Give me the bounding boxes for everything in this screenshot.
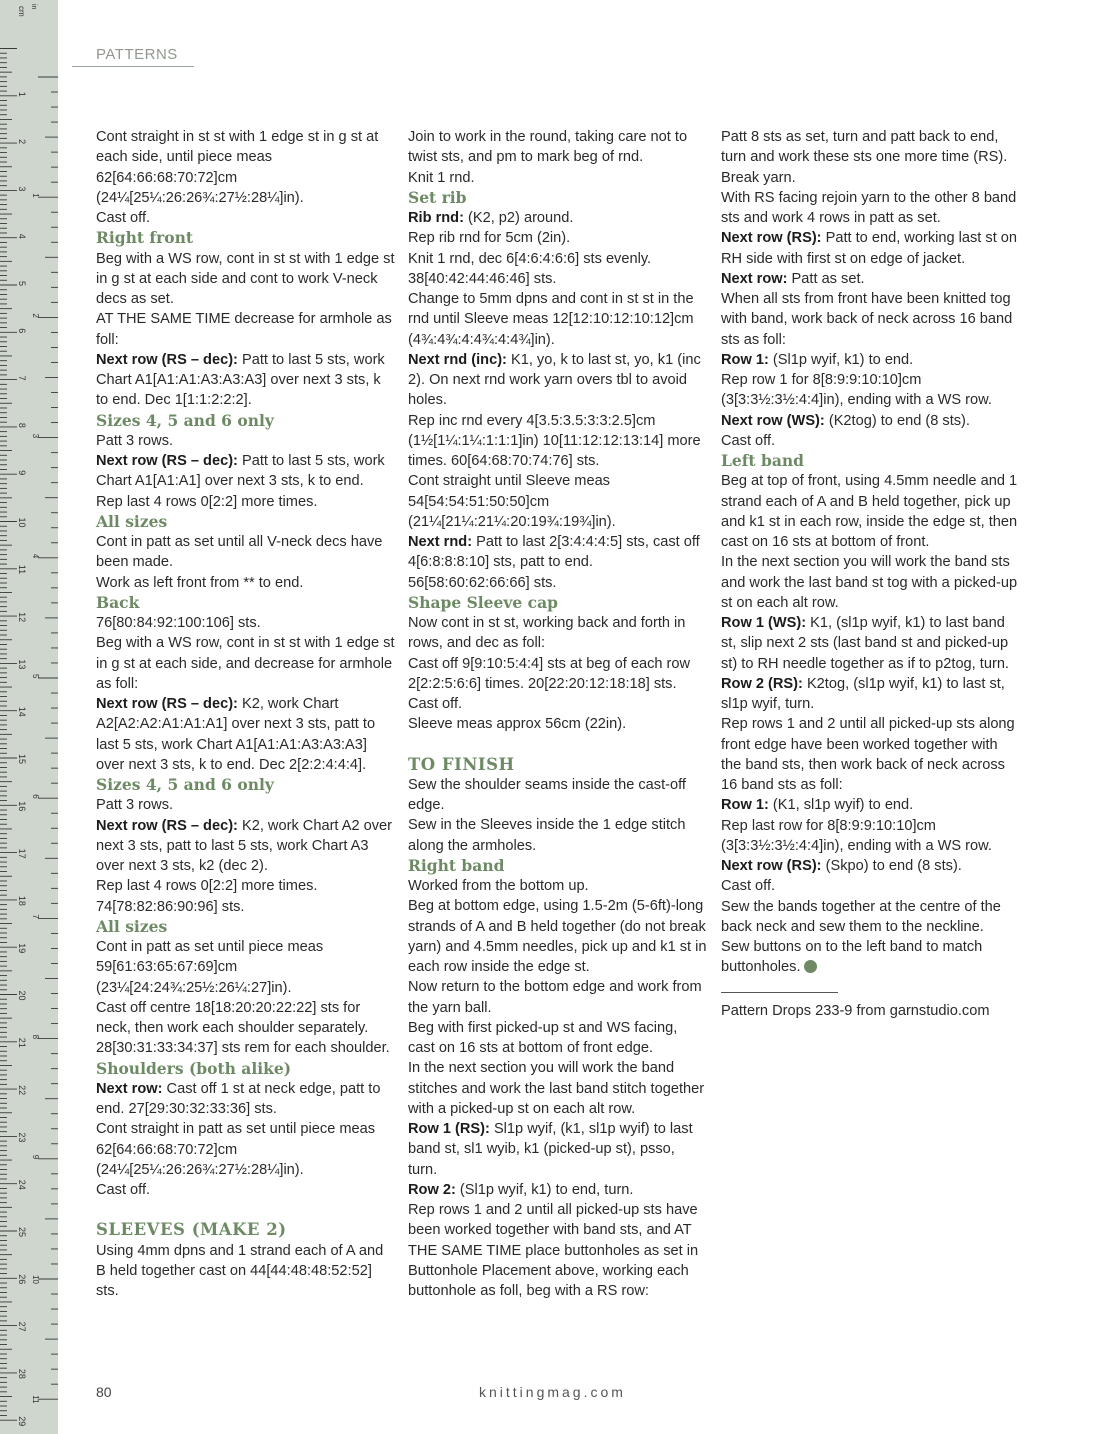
instruction-label: Next row (WS): bbox=[721, 412, 825, 429]
subheading-shoulders: Shoulders (both alike) bbox=[96, 1058, 292, 1078]
ruler-cm-label: 28 bbox=[17, 1368, 27, 1379]
paragraph bbox=[721, 269, 1021, 289]
instruction-text: K2, work Chart A2[A2:A2:A1:A1:A1] over next 3 sts, patt to last 5 sts, work Chart A1[A1:A1:A3:A3:A3] over next 3 sts, k to end. Dec 2[2:2:4:4:4]. bbox=[96, 696, 376, 773]
paragraph bbox=[721, 350, 1021, 370]
ruler-cm-label: 29 bbox=[17, 1416, 27, 1427]
instruction-label: Row 1 (RS): bbox=[408, 1121, 490, 1137]
paragraph: Rep row 1 for 8[8:9:9:10:10]cm (3[3:3½:3½:4:4]in), ending with a WS row. bbox=[721, 372, 992, 409]
instruction-text: Patt to last 5 sts, work Chart A1[A1:A1] over next 3 sts, k to end. bbox=[96, 453, 385, 490]
ruler-cm-label: 1 bbox=[17, 91, 27, 97]
paragraph: Beg with first picked-up st and WS facing, cast on 16 sts at bottom of front edge. bbox=[408, 1019, 678, 1056]
instruction-text: K1, (sl1p wyif, k1) to last band st, slip next 2 sts (last band st and picked-up st) to RH needle together as if to p2tog, turn. bbox=[721, 615, 1009, 672]
ruler-cm-label: 19 bbox=[17, 943, 27, 954]
paragraph bbox=[408, 208, 708, 228]
paragraph: Rep last 4 rows 0[2:2] more times. bbox=[96, 878, 318, 895]
instruction-text: K2tog, (sl1p wyif, k1) to last st, sl1p wyif, turn. bbox=[721, 675, 1005, 712]
paragraph: Knit 1 rnd, dec 6[4:6:4:6:6] sts evenly. 38[40:42:44:46:46] sts. bbox=[408, 250, 652, 287]
column-3 bbox=[721, 127, 1021, 1021]
subheading-right-front: Right front bbox=[96, 228, 194, 248]
paragraph: With RS facing rejoin yarn to the other 8 band sts and work 4 rows in patt as set. bbox=[721, 189, 1017, 226]
ruler-cm-label: 27 bbox=[17, 1321, 27, 1332]
subheading-right-band: Right band bbox=[408, 855, 505, 875]
paragraph: Patt 3 rows. bbox=[96, 432, 174, 449]
subheading-shape-sleeve-cap: Shape Sleeve cap bbox=[408, 592, 558, 612]
ruler-cm-label: 11 bbox=[17, 564, 27, 575]
instruction-text: Patt as set. bbox=[787, 270, 865, 287]
ruler-inch-unit: in bbox=[30, 4, 37, 10]
instruction-text: (Sl1p wyif, k1) to end. bbox=[768, 351, 914, 368]
ruler-cm-label: 17 bbox=[17, 848, 27, 859]
paragraph: Cont in patt as set until piece meas 59[61:63:65:67:69]cm (23¼[24:24¾:25½:26¼:27]in). bbox=[96, 939, 324, 996]
instruction-label: Row 1: bbox=[721, 351, 769, 368]
paragraph: Cast off 9[9:10:5:4:4] sts at beg of each row 2[2:2:5:6:6] times. 20[22:20:12:18:18] sts. bbox=[408, 655, 691, 692]
paragraph: Join to work in the round, taking care not to twist sts, and pm to mark beg of rnd. bbox=[408, 129, 688, 166]
paragraph: Cast off. bbox=[96, 1182, 151, 1198]
instruction-text: K2, work Chart A2 over next 3 sts, patt to last 5 sts, work Chart A3 over next 3 sts, k2 (dec 2). bbox=[96, 817, 393, 874]
paragraph: Rep rows 1 and 2 until all picked-up sts along front edge have been worked together with the band sts, then work back of neck across 16 band sts as foll: bbox=[721, 716, 1015, 793]
subheading-all-sizes: All sizes bbox=[96, 916, 168, 936]
instruction-label: Next row (RS – dec): bbox=[96, 817, 238, 834]
ruler-cm-label: 6 bbox=[17, 328, 27, 334]
ruler-cm-label: 26 bbox=[17, 1274, 27, 1285]
ruler-cm-label: 4 bbox=[17, 233, 27, 239]
instruction-text: (K1, sl1p wyif) to end. bbox=[768, 797, 914, 814]
ruler-cm-label: 20 bbox=[17, 990, 27, 1001]
paragraph: Cast off centre 18[18:20:20:22:22] sts for neck, then work each shoulder separately. 28[30:31:33:34:37] sts rem for each shoulder. bbox=[96, 999, 390, 1057]
instruction-label: Row 2: bbox=[408, 1181, 456, 1198]
instruction-text: Sl1p wyif, (k1, sl1p wyif) to last band st, sl1 wyib, k1 (picked-up st), psso, turn. bbox=[408, 1121, 693, 1178]
instruction-label: Next row: bbox=[96, 1080, 163, 1097]
instruction-label: Next rnd: bbox=[408, 534, 473, 550]
ruler-graphic bbox=[0, 0, 58, 1434]
ruler-cm-label: 12 bbox=[17, 612, 27, 623]
paragraph: Cast off. bbox=[721, 432, 776, 449]
ruler-cm-label: 10 bbox=[17, 517, 27, 528]
instruction-text: (Skpo) to end (8 sts). bbox=[821, 858, 962, 874]
paragraph: Rep rib rnd for 5cm (2in). bbox=[408, 230, 571, 247]
paragraph bbox=[96, 1079, 396, 1120]
instruction-text: K1, yo, k to last st, yo, k1 (inc 2). On next rnd work yarn overs tbl to avoid holes. bbox=[408, 351, 701, 409]
instruction-text: Sew buttons on to the left band to match buttonholes. bbox=[721, 939, 983, 976]
paragraph bbox=[408, 1119, 708, 1180]
paragraph: Rep last 4 rows 0[2:2] more times. bbox=[96, 493, 318, 510]
paragraph: Now return to the bottom edge and work from the yarn ball. bbox=[408, 979, 702, 1016]
paragraph: Now cont in st st, working back and forth in rows, and dec as foll: bbox=[408, 615, 686, 652]
paragraph: Patt 3 rows. bbox=[96, 797, 174, 814]
paragraph: Change to 5mm dpns and cont in st st in the rnd until Sleeve meas 12[12:10:12:10:12]cm (4¾:4¾:4:4¾:4:4¾]in). bbox=[408, 291, 694, 348]
paragraph: Cont straight in patt as set until piece meas 62[64:66:68:70:72]cm (24¼[25¼:26:26¾:27½:28¼]in). bbox=[96, 1121, 376, 1178]
paragraph: Sleeve meas approx 56cm (22in). bbox=[408, 716, 627, 733]
paragraph bbox=[721, 856, 1021, 876]
ruler-cm-label: 18 bbox=[17, 895, 27, 906]
paragraph: Work as left front from ** to end. bbox=[96, 574, 304, 591]
ruler-inch-label: 7 bbox=[31, 914, 40, 919]
subheading-back: Back bbox=[96, 592, 140, 612]
subheading-set-rib: Set rib bbox=[408, 187, 467, 207]
paragraph bbox=[96, 350, 396, 411]
paragraph: Sew the bands together at the centre of the back neck and sew them to the neckline. bbox=[721, 898, 1001, 935]
instruction-label: Next row (RS): bbox=[721, 230, 822, 247]
instruction-label: Rib rnd: bbox=[408, 210, 464, 226]
instruction-label: Next row (RS – dec): bbox=[96, 696, 238, 712]
paragraph: Sew the shoulder seams inside the cast-off edge. bbox=[408, 776, 686, 813]
paragraph bbox=[96, 694, 396, 775]
ruler-inch-label: 10 bbox=[31, 1275, 40, 1284]
instruction-label: Next rnd (inc): bbox=[408, 351, 507, 368]
website-footer: knittingmag.com bbox=[479, 1384, 626, 1400]
ruler-inch-label: 8 bbox=[31, 1034, 40, 1040]
paragraph bbox=[721, 795, 1021, 815]
column-2 bbox=[408, 127, 708, 1301]
paragraph: Knit 1 rnd. bbox=[408, 169, 475, 186]
instruction-text: (Sl1p wyif, k1) to end, turn. bbox=[455, 1181, 634, 1198]
paragraph bbox=[721, 228, 1021, 269]
paragraph: Worked from the bottom up. bbox=[408, 878, 589, 894]
paragraph: Beg at top of front, using 4.5mm needle and 1 strand each of A and B held together, pick up and k1 st in each row, inside the edge st, then cast on 16 sts at bottom of front. bbox=[721, 473, 1018, 550]
spacer bbox=[408, 735, 708, 755]
instruction-text: Cast off 1 st at neck edge, patt to end. 27[29:30:32:33:36] sts. bbox=[96, 1080, 381, 1117]
instruction-label: Row 2 (RS): bbox=[721, 675, 803, 692]
paragraph: Cont straight until Sleeve meas 54[54:54:51:50:50]cm (21¼[21¼:21¼:20:19¾:19¾]in). bbox=[408, 473, 616, 530]
ruler-inch-label: 4 bbox=[31, 553, 40, 559]
ruler-inch-label: 9 bbox=[31, 1154, 40, 1160]
yarn-ball-icon bbox=[804, 960, 817, 973]
ruler bbox=[0, 0, 58, 1434]
paragraph bbox=[721, 411, 1021, 431]
paragraph: Break yarn. bbox=[721, 169, 796, 186]
paragraph: Rep rows 1 and 2 until all picked-up sts have been worked together with band sts, and AT THE SAME TIME place buttonholes as set in Buttonhole Placement above, working each buttonhole as foll, beg with a RS row: bbox=[408, 1202, 699, 1299]
paragraph bbox=[96, 451, 396, 492]
ruler-cm-label: 7 bbox=[17, 375, 27, 381]
ruler-cm-label: 2 bbox=[17, 139, 27, 145]
section-header: PATTERNS bbox=[72, 46, 194, 67]
paragraph: Beg with a WS row, cont in st st with 1 edge st in g st at each side, and decrease for armhole as foll: bbox=[96, 635, 395, 692]
paragraph: 76[80:84:92:100:106] sts. bbox=[96, 615, 261, 631]
ruler-cm-unit: cm bbox=[17, 6, 26, 17]
paragraph bbox=[408, 350, 708, 411]
paragraph: In the next section you will work the band sts and work the last band st tog with a picked-up st on each alt row. bbox=[721, 554, 1018, 611]
ruler-inch-label: 2 bbox=[31, 313, 40, 318]
paragraph: Cast off. bbox=[96, 210, 151, 226]
subheading-sizes: Sizes 4, 5 and 6 only bbox=[96, 775, 274, 794]
instruction-label: Row 1: bbox=[721, 797, 769, 814]
ruler-inch-label: 11 bbox=[31, 1395, 40, 1404]
ruler-cm-label: 22 bbox=[17, 1085, 27, 1096]
ruler-inch-label: 1 bbox=[31, 193, 40, 198]
spacer bbox=[96, 1200, 396, 1220]
ruler-cm-label: 21 bbox=[17, 1037, 27, 1048]
column-1 bbox=[96, 127, 396, 1301]
paragraph: Cast off. bbox=[408, 696, 463, 712]
paragraph bbox=[96, 816, 396, 877]
paragraph bbox=[721, 674, 1021, 715]
paragraph: Patt 8 sts as set, turn and patt back to end, turn and work these sts one more time (RS). bbox=[721, 129, 1008, 166]
paragraph: Cont in patt as set until all V-neck decs have been made. bbox=[96, 534, 383, 571]
subheading-left-band: Left band bbox=[721, 451, 804, 470]
instruction-text: (K2, p2) around. bbox=[463, 210, 574, 226]
subheading-all-sizes: All sizes bbox=[96, 511, 168, 531]
ruler-cm-label: 13 bbox=[17, 659, 27, 670]
instruction-text: Patt to end, working last st on RH side with first st on edge of jacket. bbox=[721, 230, 1018, 267]
ruler-cm-label: 14 bbox=[17, 706, 27, 717]
instruction-text: (K2tog) to end (8 sts). bbox=[824, 412, 970, 429]
pattern-credit: Pattern Drops 233-9 from garnstudio.com bbox=[721, 1002, 990, 1019]
ruler-inch-label: 5 bbox=[31, 674, 40, 679]
paragraph: In the next section you will work the band stitches and work the last band stitch together with a picked-up st on each alt row. bbox=[408, 1060, 705, 1117]
instruction-label: Row 1 (WS): bbox=[721, 615, 807, 631]
ruler-inch-label: 3 bbox=[31, 433, 40, 439]
ruler-cm-label: 15 bbox=[17, 754, 27, 765]
instruction-label: Next row (RS): bbox=[721, 858, 822, 874]
ruler-cm-label: 25 bbox=[17, 1227, 27, 1238]
subheading-sizes: Sizes 4, 5 and 6 only bbox=[96, 410, 274, 430]
paragraph: AT THE SAME TIME decrease for armhole as foll: bbox=[96, 311, 392, 348]
paragraph: Sew in the Sleeves inside the 1 edge stitch along the armholes. bbox=[408, 817, 686, 854]
section-heading-sleeves: SLEEVES (MAKE 2) bbox=[96, 1220, 287, 1240]
paragraph bbox=[721, 937, 1021, 978]
section-heading-to-finish: TO FINISH bbox=[408, 754, 515, 774]
paragraph: Rep inc rnd every 4[3.5:3.5:3:3:2.5]cm (1½[1¼:1¼:1:1:1]in) 10[11:12:12:13:14] more times. 60[64:68:70:74:76] sts. bbox=[408, 412, 701, 469]
ruler-inch-label: 6 bbox=[31, 794, 40, 799]
paragraph bbox=[408, 532, 708, 593]
ruler-cm-label: 5 bbox=[17, 281, 27, 287]
paragraph: Rep last row for 8[8:9:9:10:10]cm (3[3:3½:3½:4:4]in), ending with a WS row. bbox=[721, 817, 992, 854]
paragraph: Using 4mm dpns and 1 strand each of A and B held together cast on 44[44:48:48:52:52] sts. bbox=[96, 1242, 384, 1299]
instruction-label: Next row: bbox=[721, 270, 788, 287]
ruler-cm-label: 23 bbox=[17, 1132, 27, 1143]
ruler-cm-label: 16 bbox=[17, 801, 27, 812]
ruler-cm-label: 9 bbox=[17, 470, 27, 476]
page-number: 80 bbox=[96, 1384, 112, 1400]
ruler-cm-label: 8 bbox=[17, 422, 27, 428]
paragraph: Beg with a WS row, cont in st st with 1 edge st in g st at each side and cont to work V-neck decs as set. bbox=[96, 250, 395, 307]
credit-divider bbox=[721, 992, 838, 993]
instruction-text: Patt to last 2[3:4:4:4:5] sts, cast off 4[6:8:8:8:10] sts, patt to end. 56[58:60:62:66:66] sts. bbox=[408, 534, 700, 591]
ruler-cm-label: 3 bbox=[17, 186, 27, 192]
instruction-text: Patt to last 5 sts, work Chart A1[A1:A1:A3:A3:A3] over next 3 sts, k to end. Dec 1[1:1:2:2:2]. bbox=[96, 351, 385, 409]
paragraph: When all sts from front have been knitted tog with band, work back of neck across 16 band sts as foll: bbox=[721, 291, 1013, 348]
paragraph: Cont straight in st st with 1 edge st in g st at each side, until piece meas 62[64:66:68:70:72]cm (24¼[25¼:26:26¾:27½:28¼]in). bbox=[96, 129, 379, 206]
instruction-label: Next row (RS – dec): bbox=[96, 453, 238, 469]
paragraph: Beg at bottom edge, using 1.5-2m (5-6ft)-long strands of A and B held together (do not break yarn) and 4.5mm needles, pick up and k1 st in each row inside the edge st. bbox=[408, 898, 707, 975]
paragraph bbox=[408, 1180, 708, 1200]
paragraph: Cast off. bbox=[721, 878, 776, 895]
ruler-cm-label: 24 bbox=[17, 1179, 27, 1190]
paragraph bbox=[721, 613, 1021, 674]
instruction-label: Next row (RS – dec): bbox=[96, 351, 238, 368]
paragraph: 74[78:82:86:90:96] sts. bbox=[96, 898, 245, 915]
